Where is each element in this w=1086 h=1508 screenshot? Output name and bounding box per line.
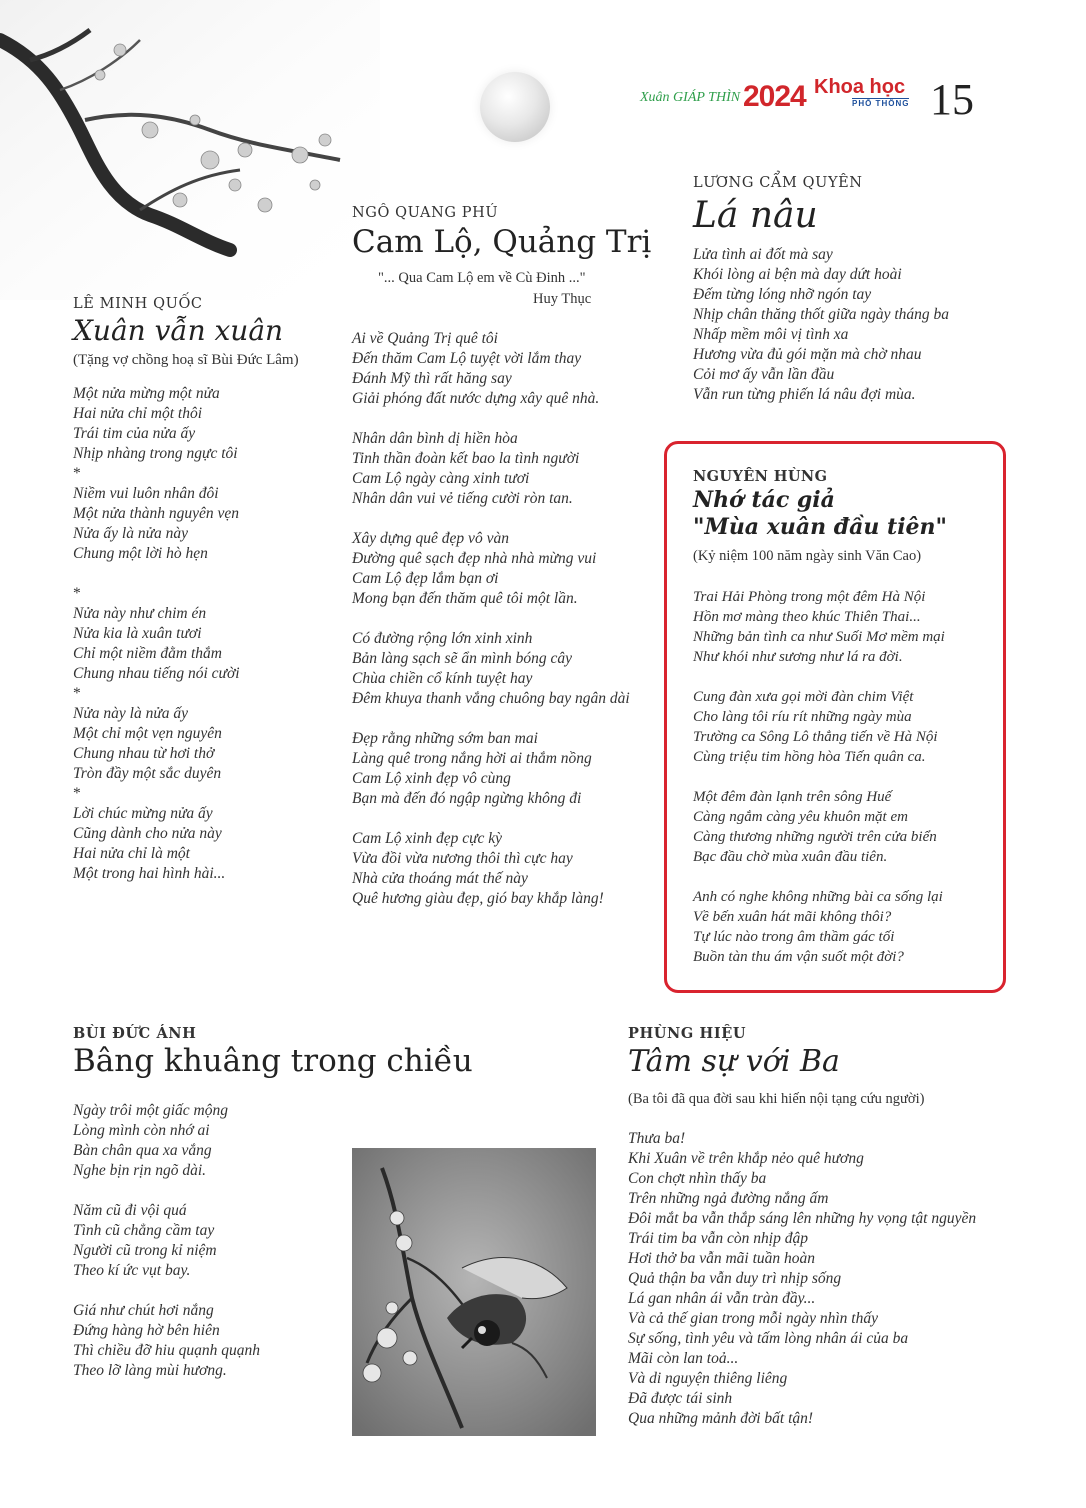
poem-line: Bản làng sạch sẽ ẩn mình bóng cây bbox=[352, 650, 572, 667]
poem-line: Một nửa thành nguyên vẹn bbox=[73, 505, 239, 522]
poem-body bbox=[352, 329, 652, 909]
poem-line: Xây dựng quê đẹp vô vàn bbox=[352, 530, 509, 547]
poem-line: Vẫn run từng phiến lá nâu đợi mùa. bbox=[693, 386, 916, 403]
poem-line: Trái tim ba vẫn còn nhịp đập bbox=[628, 1230, 808, 1247]
bird-on-blossom-photo bbox=[352, 1148, 596, 1436]
stanza-gap bbox=[352, 609, 652, 629]
poem-line: Lời chúc mừng nửa ấy bbox=[73, 805, 213, 822]
poem-line: Cỏi mơ ấy vẫn lần đầu bbox=[693, 366, 835, 383]
poem-epigraph-author: Huy Thục bbox=[533, 291, 592, 307]
poem-note: (Ba tôi đã qua đời sau khi hiến nội tạng cứu người) bbox=[628, 1091, 925, 1107]
stanza-gap bbox=[73, 564, 333, 584]
poem-line: Thì chiều đỡ hiu quạnh quạnh bbox=[73, 1342, 260, 1359]
page-number: 15 bbox=[930, 75, 974, 124]
poem-line: Nửa kia là xuân tươi bbox=[73, 625, 202, 642]
poem-line: Một nửa mừng một nửa bbox=[73, 385, 220, 402]
poem-line: Nghe bịn rịn ngõ dài. bbox=[73, 1162, 207, 1179]
poem-line: Đến thăm Cam Lộ tuyệt vời lắm thay bbox=[352, 350, 582, 367]
poem-line: Như khói như sương như lá ra đời. bbox=[693, 649, 903, 665]
poem-line: Đánh Mỹ thì rất hăng say bbox=[352, 370, 512, 387]
poem-title-line-1: Nhớ tác giả bbox=[693, 487, 835, 513]
poem-line: Về bến xuân hát mãi không thôi? bbox=[693, 909, 892, 925]
poem-line: Càng ngắm càng yêu khuôn mặt em bbox=[693, 809, 908, 825]
poem-line: Nhịp chân thăng thốt giữa ngày tháng ba bbox=[693, 306, 950, 323]
poem-line: Theo kí ức vụt bay. bbox=[73, 1262, 191, 1279]
poem-line: Nửa ấy là nửa này bbox=[73, 525, 189, 542]
poem-line: Đẹp rằng những sớm ban mai bbox=[352, 730, 538, 747]
poem-body bbox=[693, 245, 993, 405]
poem-line: Thưa ba! bbox=[628, 1130, 686, 1147]
poem-body bbox=[73, 1101, 333, 1381]
poem-line: Tự lúc nào trong âm thầm gác tối bbox=[693, 929, 895, 945]
edition-label: Xuân GIÁP THÌN bbox=[640, 90, 741, 105]
poem-line: Cam Lộ xinh đẹp cực kỳ bbox=[352, 830, 503, 847]
magazine-header bbox=[640, 74, 1070, 124]
poem-line: Hương vừa đủ gói mặn mà chờ nhau bbox=[693, 346, 922, 363]
poem-line: Tròn đầy một sắc duyên bbox=[73, 765, 222, 782]
poem-line: Nhịp nhàng trong ngực tôi bbox=[73, 445, 238, 462]
poem-line: Chùa chiền cổ kính tuyệt hay bbox=[352, 670, 533, 687]
poem-line: Những bản tình ca như Suối Mơ mềm mại bbox=[693, 629, 945, 645]
poem-line: Nhân dân bình dị hiền hòa bbox=[352, 430, 518, 447]
poem-line: Quả thận ba vẫn duy trì nhịp sống bbox=[628, 1270, 842, 1287]
poem-line: Trái tim của nửa ấy bbox=[73, 425, 196, 442]
poem-line: Con chợt nhìn thấy ba bbox=[628, 1170, 767, 1187]
poem-title: Bâng khuâng trong chiều bbox=[73, 1043, 473, 1079]
poem-line: Cam Lộ ngày càng xinh tươi bbox=[352, 470, 530, 487]
poem-line: Một đêm đàn lạnh trên sông Huế bbox=[693, 789, 892, 805]
poem-line: Trai Hải Phòng trong một đêm Hà Nội bbox=[693, 589, 926, 605]
poem-line: Và cả thế gian trong mỗi ngày nhìn thấy bbox=[628, 1310, 878, 1327]
poem-line: Cam Lộ xinh đẹp vô cùng bbox=[352, 770, 511, 787]
poem-title: Cam Lộ, Quảng Trị bbox=[352, 224, 652, 260]
poem-title: Xuân vẫn xuân bbox=[73, 314, 284, 347]
poem-line: Tình cũ chẳng cầm tay bbox=[73, 1222, 215, 1239]
poem-line: Giá như chút hơi nắng bbox=[73, 1302, 214, 1319]
poem-note: (Kỷ niệm 100 năm ngày sinh Văn Cao) bbox=[693, 548, 922, 564]
poem-line: Nửa này như chim én bbox=[73, 605, 207, 622]
poem-line: Một chỉ một vẹn nguyên bbox=[73, 725, 222, 742]
poem-line: Nhà cửa thoáng mát thế này bbox=[352, 870, 528, 887]
poem-line: Nhấp mềm môi vị tình xa bbox=[693, 326, 849, 343]
poem-line: Nhân dân vui vẻ tiếng cười ròn tan. bbox=[352, 490, 573, 507]
poem-line: Bàn chân qua xa vắng bbox=[73, 1142, 212, 1159]
poem-line: Ai về Quảng Trị quê tôi bbox=[352, 330, 498, 347]
poem-line: Càng thương những người trên cửa biển bbox=[693, 829, 937, 845]
magazine-logo-title: Khoa học bbox=[814, 76, 906, 98]
poem-line: Lửa tình ai đốt mà say bbox=[693, 246, 833, 263]
poem-body bbox=[693, 587, 993, 967]
plum-blossom-branch-illustration bbox=[0, 0, 380, 300]
poem-author: LÊ MINH QUỐC bbox=[73, 296, 203, 312]
poem-line: Người cũ trong kỉ niệm bbox=[73, 1242, 217, 1259]
poem-line: Hai nửa chỉ là một bbox=[73, 845, 190, 862]
poem-body bbox=[73, 384, 333, 884]
poem-line: Cung đàn xưa gọi mời đàn chim Việt bbox=[693, 689, 914, 705]
poem-line: Niềm vui luôn nhân đôi bbox=[73, 485, 219, 502]
poem-line: Đêm khuya thanh vắng chuông bay ngân dài bbox=[352, 690, 630, 707]
poem-author: LƯƠNG CẨM QUYÊN bbox=[693, 175, 863, 191]
poem-line: Hơi thở ba vẫn mãi tuần hoàn bbox=[628, 1250, 816, 1267]
poem-line: Chung nhau từ hơi thở bbox=[73, 745, 215, 762]
poem-line: Bạc đầu chờ mùa xuân đầu tiên. bbox=[693, 849, 888, 865]
poem-line: Một trong hai hình hài... bbox=[73, 865, 226, 882]
poem-dedication: (Tặng vợ chồng hoạ sĩ Bùi Đức Lâm) bbox=[73, 352, 299, 368]
stanza-separator: * bbox=[73, 785, 81, 802]
poem-line: Theo lỡ làng mùi hương. bbox=[73, 1362, 227, 1379]
poem-author: BÙI ĐỨC ÁNH bbox=[73, 1025, 197, 1042]
poem-line: Năm cũ đi vội quá bbox=[73, 1202, 187, 1219]
stanza-gap bbox=[352, 709, 652, 729]
magazine-logo-subtitle: PHỔ THÔNG bbox=[852, 99, 910, 108]
poem-title: Tâm sự với Ba bbox=[628, 1044, 840, 1079]
poem-line: Mãi còn lan toả... bbox=[628, 1350, 739, 1367]
poem-line: Buồn tàn thu ám vận suốt một đời? bbox=[693, 949, 904, 965]
poem-line: Sự sống, tình yêu và tấm lòng nhân ái của ba bbox=[628, 1330, 909, 1347]
poem-line: Và di nguyện thiêng liêng bbox=[628, 1370, 788, 1387]
poem-line: Lòng mình còn nhớ ai bbox=[73, 1122, 210, 1139]
stanza-gap bbox=[73, 1181, 333, 1201]
stanza-gap bbox=[352, 409, 652, 429]
poem-line: Tinh thần đoàn kết bao la tình người bbox=[352, 450, 580, 467]
poem-line: Bạn mà đến đó ngập ngừng không đi bbox=[352, 790, 582, 807]
poem-line: Có đường rộng lớn xinh xinh bbox=[352, 630, 533, 647]
poem-line: Làng quê trong nắng hời ai thắm nồng bbox=[352, 750, 592, 767]
stanza-gap bbox=[73, 1281, 333, 1301]
poem-line: Chung một lời hò hẹn bbox=[73, 545, 208, 562]
poem-author: NGÔ QUANG PHÚ bbox=[352, 205, 499, 221]
stanza-gap bbox=[352, 509, 652, 529]
poem-line: Đã được tái sinh bbox=[628, 1390, 733, 1407]
poem-line: Giải phóng đất nước dựng xây quê nhà. bbox=[352, 390, 600, 407]
stanza-separator: * bbox=[73, 685, 81, 702]
poem-line: Đứng hàng hờ bên hiên bbox=[73, 1322, 220, 1339]
poem-body bbox=[628, 1129, 1068, 1429]
poem-line: Lá gan nhân ái vẫn tràn đầy... bbox=[628, 1290, 816, 1307]
stanza-gap bbox=[693, 767, 993, 787]
poem-line: Đường quê sạch đẹp nhà nhà mừng vui bbox=[352, 550, 597, 567]
poem-line: Hồn mơ màng theo khúc Thiên Thai... bbox=[693, 609, 921, 625]
stanza-separator: * bbox=[73, 465, 81, 482]
poem-line: Khói lòng ai bện mà day dứt hoài bbox=[693, 266, 902, 283]
poem-line: Nửa này là nửa ấy bbox=[73, 705, 189, 722]
poem-line: Vừa đồi vừa nương thôi thì cực hay bbox=[352, 850, 573, 867]
poem-line: Ngày trôi một giấc mộng bbox=[73, 1102, 228, 1119]
poem-line: Cũng dành cho nửa này bbox=[73, 825, 222, 842]
poem-line: Đếm từng lóng nhỡ ngón tay bbox=[693, 286, 872, 303]
poem-line: Đôi mắt ba vẫn thắp sáng lên những hy vọng tật nguyền bbox=[628, 1210, 977, 1227]
stanza-gap bbox=[693, 667, 993, 687]
poem-epigraph: "... Qua Cam Lộ em về Cù Đinh ..." bbox=[378, 270, 586, 286]
poem-line: Chỉ một niềm đằm thắm bbox=[73, 645, 222, 662]
poem-line: Trên những ngả đường nắng ấm bbox=[628, 1190, 829, 1207]
poem-line: Cho làng tôi ríu rít những ngày mùa bbox=[693, 709, 912, 725]
edition-year: 2024 bbox=[743, 80, 806, 113]
poem-line: Quê hương giàu đẹp, gió bay khắp làng! bbox=[352, 890, 604, 907]
poem-line: Trường ca Sông Lô thẳng tiến về Hà Nội bbox=[693, 729, 938, 745]
stanza-gap bbox=[352, 809, 652, 829]
stanza-gap bbox=[693, 867, 993, 887]
stanza-separator: * bbox=[73, 585, 81, 602]
poem-title: Lá nâu bbox=[693, 195, 818, 236]
poem-line: Mong bạn đến thăm quê tôi một lần. bbox=[352, 590, 578, 607]
poem-author: PHÙNG HIỆU bbox=[628, 1025, 747, 1042]
poem-line: Cùng triệu tim hồng hòa Tiến quân ca. bbox=[693, 749, 926, 765]
poem-author: NGUYÊN HÙNG bbox=[693, 468, 828, 485]
moon-decoration bbox=[480, 72, 550, 142]
poem-line: Anh có nghe không những bài ca sống lại bbox=[693, 889, 943, 905]
poem-line: Cam Lộ đẹp lắm bạn ơi bbox=[352, 570, 499, 587]
poem-line: Hai nửa chỉ một thôi bbox=[73, 405, 203, 422]
poem-title-line-2: "Mùa xuân đầu tiên" bbox=[693, 514, 948, 540]
poem-line: Khi Xuân về trên khắp nẻo quê hương bbox=[628, 1150, 864, 1167]
poem-line: Qua những mảnh đời bất tận! bbox=[628, 1410, 814, 1427]
poem-line: Chung nhau tiếng nói cười bbox=[73, 665, 240, 682]
